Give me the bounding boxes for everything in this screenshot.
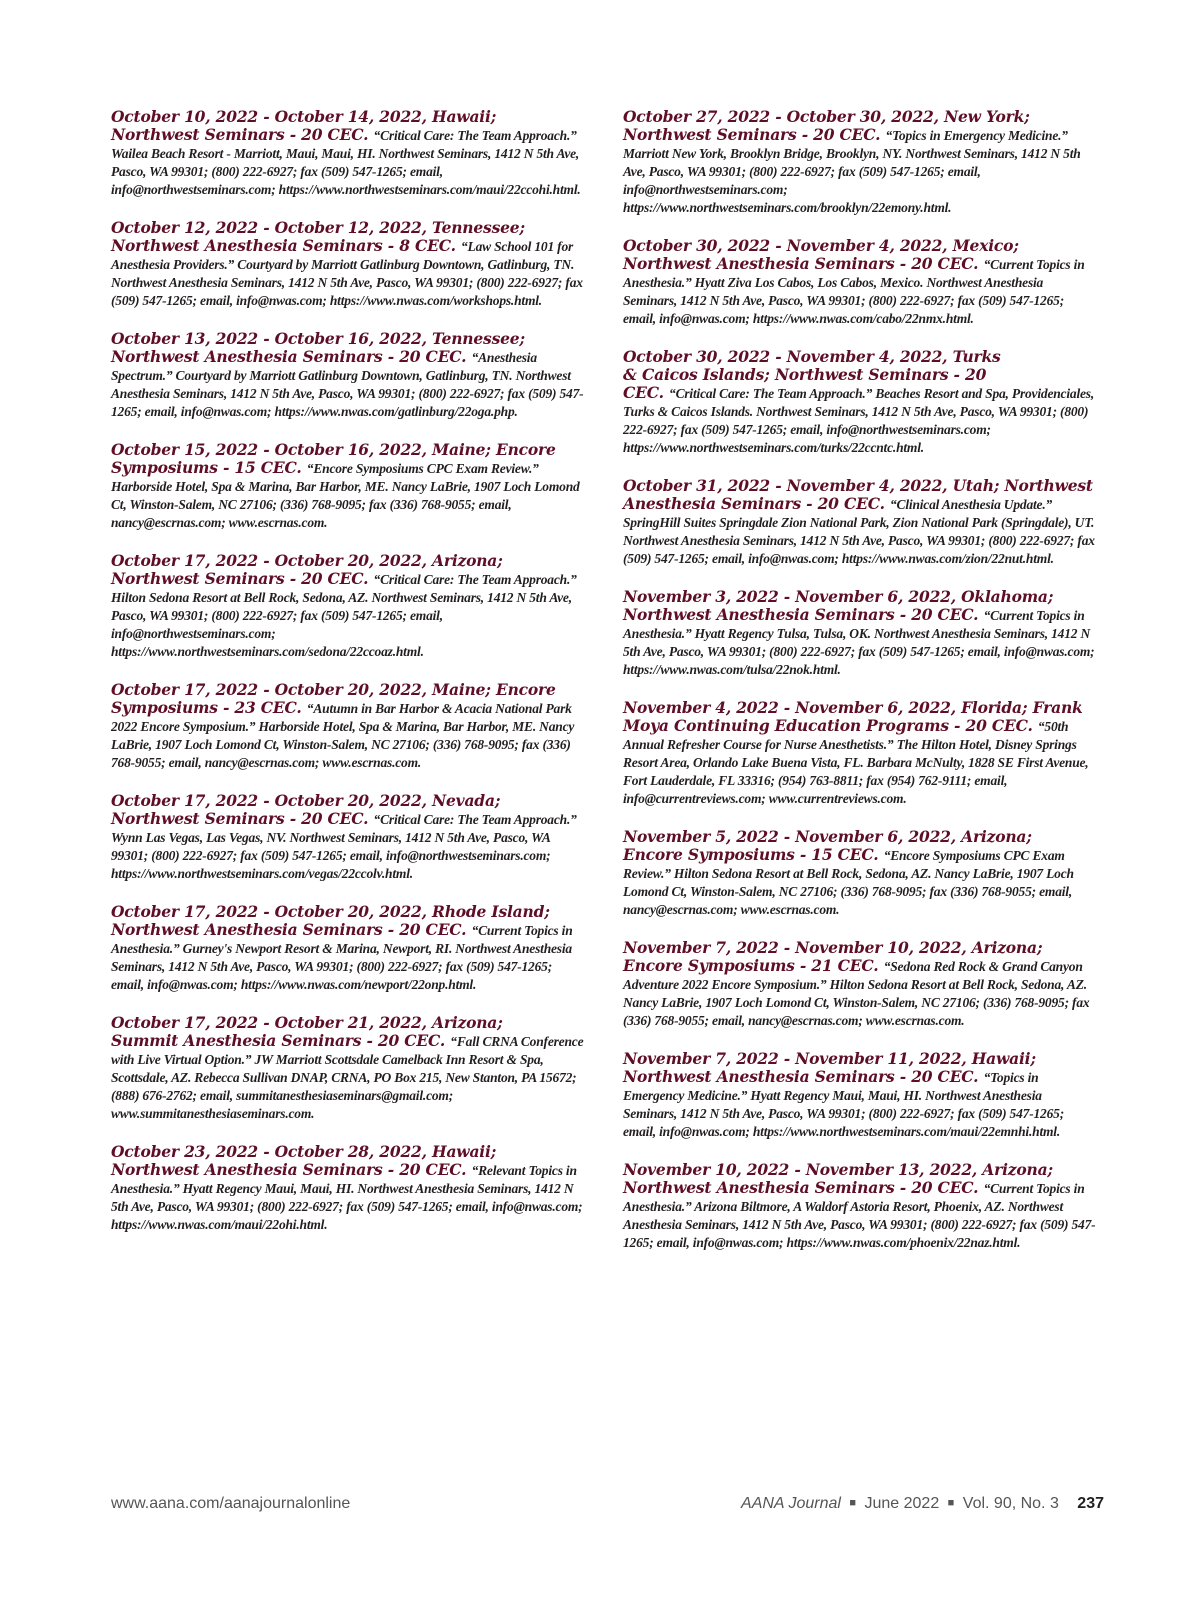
event-heading: October 17, 2022 - October 20, 2022, Maine; Encore Symposiums - 23 CEC. “Autumn in Bar Harbor & Acacia National Park 2022 Encore Symposium.” Harborside Hotel, Spa & Marina, Bar Harbor, ME. Nancy LaBrie, 1907 Loch Lomond Ct, Winston-Salem, NC 27106; (336) 768-9095; fax (336) 768-9055; email, nancy@escrnas.com; www.escrnas.com.	[111, 680, 575, 770]
event-description: “Encore Symposiums CPC Exam Review.” Hilton Sedona Resort at Bell Rock, Sedona, AZ. Nancy LaBrie, 1907 Loch Lomond Ct, Winston-Salem, NC 27106; (336) 768-9095; fax (336) 768-9055; email, nancy@escrnas.com; www.escrnas.com.	[623, 848, 1074, 917]
event-description: “Clinical Anesthesia Update.” SpringHill Suites Springdale Zion National Park, Zion National Park (Springdale), UT. Northwest Anesthesia Seminars, 1412 N 5th Ave, Pasco, WA 99301; (800) 222-6927; fax (509) 547-1265; email, info@nwas.com; https://www.nwas.com/zion/22nut.html.	[623, 497, 1095, 566]
event-listing	[623, 828, 1097, 918]
event-heading: October 23, 2022 - October 28, 2022, Hawaii; Northwest Anesthesia Seminars - 20 CEC. “Relevant Topics in Anesthesia.” Hyatt Regency Maui, Maui, HI. Northwest Anesthesia Seminars, 1412 N 5th Ave, Pasco, WA 99301; (800) 222-6927; fax (509) 547-1265; email, info@nwas.com; https://www.nwas.com/maui/22ohi.html.	[111, 1142, 583, 1232]
event-description: “Relevant Topics in Anesthesia.” Hyatt Regency Maui, Maui, HI. Northwest Anesthesia Seminars, 1412 N 5th Ave, Pasco, WA 99301; (800) 222-6927; fax (509) 547-1265; email, info@nwas.com; https://www.nwas.com/maui/22ohi.html.	[111, 1163, 583, 1232]
event-description: “50th Annual Refresher Course for Nurse Anesthetists.” The Hilton Hotel, Disney Springs Resort Area, Orlando Lake Buena Vista, FL. Barbara McNulty, 1828 SE First Avenue, Fort Lauderdale, FL 33316; (954) 763-8811; fax (954) 762-9111; email, info@currentreviews.com; www.currentreviews.com.	[623, 719, 1089, 806]
event-heading: October 17, 2022 - October 21, 2022, Arizona; Summit Anesthesia Seminars - 20 CEC. “Fall CRNA Conference with Live Virtual Option.” JW Marriott Scottsdale Camelback Inn Resort & Spa, Scottsdale, AZ. Rebecca Sullivan DNAP, CRNA, PO Box 215, New Stanton, PA 15672; (888) 676-2762; email, summitanesthesiaseminars@gmail.com; www.summitanesthesiaseminars.com.	[111, 1013, 584, 1121]
event-listing	[111, 219, 585, 309]
event-description: “Autumn in Bar Harbor & Acacia National Park 2022 Encore Symposium.” Harborside Hotel, Spa & Marina, Bar Harbor, ME. Nancy LaBrie, 1907 Loch Lomond Ct, Winston-Salem, NC 27106; (336) 768-9095; fax (336) 768-9055; email, nancy@escrnas.com; www.escrnas.com.	[111, 701, 575, 770]
event-description: “Current Topics in Anesthesia.” Arizona Biltmore, A Waldorf Astoria Resort, Phoenix, AZ. Northwest Anesthesia Seminars, 1412 N 5th Ave, Pasco, WA 99301; (800) 222-6927; fax (509) 547-1265; email, info@nwas.com; https://www.nwas.com/phoenix/22naz.html.	[623, 1181, 1096, 1250]
event-heading: November 7, 2022 - November 11, 2022, Hawaii; Northwest Anesthesia Seminars - 20 CEC. “Topics in Emergency Medicine.” Hyatt Regency Maui, Maui, HI. Northwest Anesthesia Seminars, 1412 N 5th Ave, Pasco, WA 99301; (800) 222-6927; fax (509) 547-1265; email, info@nwas.com; https://www.northwestseminars.com/maui/22emnhi.html.	[623, 1049, 1065, 1139]
event-description: “Current Topics in Anesthesia.” Hyatt Regency Tulsa, Tulsa, OK. Northwest Anesthesia Seminars, 1412 N 5th Ave, Pasco, WA 99301; (800) 222-6927; fax (509) 547-1265; email, info@nwas.com; https://www.nwas.com/tulsa/22nok.html.	[623, 608, 1095, 677]
event-listing	[623, 939, 1097, 1029]
event-description: “Current Topics in Anesthesia.” Gurney's Newport Resort & Marina, Newport, RI. Northwest Anesthesia Seminars, 1412 N 5th Ave, Pasco, WA 99301; (800) 222-6927; fax (509) 547-1265; email, info@nwas.com; https://www.nwas.com/newport/22onp.html.	[111, 923, 573, 992]
event-description: “Critical Care: The Team Approach.” Beaches Resort and Spa, Providenciales, Turks & Caicos Islands. Northwest Seminars, 1412 N 5th Ave, Pasco, WA 99301; (800) 222-6927; fax (509) 547-1265; email, info@northwestseminars.com; https://www.northwestseminars.com/turks/22ccntc.html.	[623, 386, 1095, 455]
event-heading: October 31, 2022 - November 4, 2022, Utah; Northwest Anesthesia Seminars - 20 CEC. “Clinical Anesthesia Update.” SpringHill Suites Springdale Zion National Park, Zion National Park (Springdale), UT. Northwest Anesthesia Seminars, 1412 N 5th Ave, Pasco, WA 99301; (800) 222-6927; fax (509) 547-1265; email, info@nwas.com; https://www.nwas.com/zion/22nut.html.	[623, 476, 1095, 566]
event-heading: October 10, 2022 - October 14, 2022, Hawaii; Northwest Seminars - 20 CEC. “Critical Care: The Team Approach.” Wailea Beach Resort - Marriott, Maui, Maui, HI. Northwest Seminars, 1412 N 5th Ave, Pasco, WA 99301; (800) 222-6927; fax (509) 547-1265; email, info@northwestseminars.com; https://www.northwestseminars.com/maui/22ccohi.html.	[111, 107, 581, 197]
event-description: “Fall CRNA Conference with Live Virtual Option.” JW Marriott Scottsdale Camelback Inn Resort & Spa, Scottsdale, AZ. Rebecca Sullivan DNAP, CRNA, PO Box 215, New Stanton, PA 15672; (888) 676-2762; email, summitanesthesiaseminars@gmail.com; www.summitanesthesiaseminars.com.	[111, 1034, 584, 1121]
event-description: “Encore Symposiums CPC Exam Review.” Harborside Hotel, Spa & Marina, Bar Harbor, ME. Nancy LaBrie, 1907 Loch Lomond Ct, Winston-Salem, NC 27106; (336) 768-9095; fax (336) 768-9055; email, nancy@escrnas.com; www.escrnas.com.	[111, 461, 580, 530]
issue-date: June 2022	[864, 1495, 940, 1512]
footer-url[interactable]: www.aana.com/aanajournalonline	[111, 1495, 351, 1512]
event-heading: October 12, 2022 - October 12, 2022, Tennessee; Northwest Anesthesia Seminars - 8 CEC. “Law School 101 for Anesthesia Providers.” Courtyard by Marriott Gatlinburg Downtown, Gatlinburg, TN. Northwest Anesthesia Seminars, 1412 N 5th Ave, Pasco, WA 99301; (800) 222-6927; fax (509) 547-1265; email, info@nwas.com; https://www.nwas.com/workshops.html.	[111, 218, 583, 308]
event-description: “Law School 101 for Anesthesia Providers.” Courtyard by Marriott Gatlinburg Downtown, Gatlinburg, TN. Northwest Anesthesia Seminars, 1412 N 5th Ave, Pasco, WA 99301; (800) 222-6927; fax (509) 547-1265; email, info@nwas.com; https://www.nwas.com/workshops.html.	[111, 239, 583, 308]
event-listing	[623, 348, 1097, 456]
journal-name: AANA Journal	[741, 1495, 841, 1512]
event-listing	[111, 330, 585, 420]
event-listing	[623, 1161, 1097, 1251]
event-heading: October 27, 2022 - October 30, 2022, New York; Northwest Seminars - 20 CEC. “Topics in Emergency Medicine.” Marriott New York, Brooklyn Bridge, Brooklyn, NY. Northwest Seminars, 1412 N 5th Ave, Pasco, WA 99301; (800) 222-6927; fax (509) 547-1265; email, info@northwestseminars.com; https://www.northwestseminars.com/brooklyn/22emony.html.	[623, 107, 1081, 215]
event-listing	[111, 552, 585, 660]
event-description: “Topics in Emergency Medicine.” Marriott New York, Brooklyn Bridge, Brooklyn, NY. Northwest Seminars, 1412 N 5th Ave, Pasco, WA 99301; (800) 222-6927; fax (509) 547-1265; email, info@northwestseminars.com; https://www.northwestseminars.com/brooklyn/22emony.html.	[623, 128, 1081, 215]
page-footer	[111, 1495, 1104, 1517]
event-listing	[623, 588, 1097, 678]
event-description: “Critical Care: The Team Approach.” Wynn Las Vegas, Las Vegas, NV. Northwest Seminars, 1412 N 5th Ave, Pasco, WA 99301; (800) 222-6927; fax (509) 547-1265; email, info@northwestseminars.com; https://www.northwestseminars.com/vegas/22ccolv.html.	[111, 812, 577, 881]
event-listing	[623, 1050, 1097, 1140]
event-listing	[623, 108, 1097, 216]
event-listing	[111, 441, 585, 531]
event-heading: October 30, 2022 - November 4, 2022, Mexico; Northwest Anesthesia Seminars - 20 CEC. “Current Topics in Anesthesia.” Hyatt Ziva Los Cabos, Los Cabos, Mexico. Northwest Anesthesia Seminars, 1412 N 5th Ave, Pasco, WA 99301; (800) 222-6927; fax (509) 547-1265; email, info@nwas.com; https://www.nwas.com/cabo/22nmx.html.	[623, 236, 1085, 326]
left-column	[111, 108, 585, 1254]
bullet-separator: ■	[947, 1497, 955, 1509]
event-description: “Critical Care: The Team Approach.” Wailea Beach Resort - Marriott, Maui, Maui, HI. Northwest Seminars, 1412 N 5th Ave, Pasco, WA 99301; (800) 222-6927; fax (509) 547-1265; email, info@northwestseminars.com; https://www.northwestseminars.com/maui/22ccohi.html.	[111, 128, 581, 197]
event-description: “Current Topics in Anesthesia.” Hyatt Ziva Los Cabos, Los Cabos, Mexico. Northwest Anesthesia Seminars, 1412 N 5th Ave, Pasco, WA 99301; (800) 222-6927; fax (509) 547-1265; email, info@nwas.com; https://www.nwas.com/cabo/22nmx.html.	[623, 257, 1085, 326]
event-heading: October 17, 2022 - October 20, 2022, Arizona; Northwest Seminars - 20 CEC. “Critical Care: The Team Approach.” Hilton Sedona Resort at Bell Rock, Sedona, AZ. Northwest Seminars, 1412 N 5th Ave, Pasco, WA 99301; (800) 222-6927; fax (509) 547-1265; email, info@northwestseminars.com; https://www.northwestseminars.com/sedona/22ccoaz.html.	[111, 551, 577, 659]
event-heading: November 5, 2022 - November 6, 2022, Arizona; Encore Symposiums - 15 CEC. “Encore Symposiums CPC Exam Review.” Hilton Sedona Resort at Bell Rock, Sedona, AZ. Nancy LaBrie, 1907 Loch Lomond Ct, Winston-Salem, NC 27106; (336) 768-9095; fax (336) 768-9055; email, nancy@escrnas.com; www.escrnas.com.	[623, 827, 1074, 917]
event-heading: October 30, 2022 - November 4, 2022, Turks & Caicos Islands; Northwest Seminars - 20 CEC. “Critical Care: The Team Approach.” Beaches Resort and Spa, Providenciales, Turks & Caicos Islands. Northwest Seminars, 1412 N 5th Ave, Pasco, WA 99301; (800) 222-6927; fax (509) 547-1265; email, info@northwestseminars.com; https://www.northwestseminars.com/turks/22ccntc.html.	[623, 347, 1095, 455]
event-listing	[623, 477, 1097, 567]
event-heading: November 4, 2022 - November 6, 2022, Florida; Frank Moya Continuing Education Programs - 20 CEC. “50th Annual Refresher Course for Nurse Anesthetists.” The Hilton Hotel, Disney Springs Resort Area, Orlando Lake Buena Vista, FL. Barbara McNulty, 1828 SE First Avenue, Fort Lauderdale, FL 33316; (954) 763-8811; fax (954) 762-9111; email, info@currentreviews.com; www.currentreviews.com.	[623, 698, 1089, 806]
bullet-separator: ■	[849, 1497, 857, 1509]
page-number: 237	[1077, 1495, 1104, 1512]
issue-volume: Vol. 90, No. 3	[962, 1495, 1059, 1512]
event-listing	[111, 108, 585, 198]
event-description: “Sedona Red Rock & Grand Canyon Adventure 2022 Encore Symposium.” Hilton Sedona Resort at Bell Rock, Sedona, AZ. Nancy LaBrie, 1907 Loch Lomond Ct, Winston-Salem, NC 27106; (336) 768-9095; fax (336) 768-9055; email, nancy@escrnas.com; www.escrnas.com.	[623, 959, 1090, 1028]
event-heading: November 10, 2022 - November 13, 2022, Arizona; Northwest Anesthesia Seminars - 20 CEC. “Current Topics in Anesthesia.” Arizona Biltmore, A Waldorf Astoria Resort, Phoenix, AZ. Northwest Anesthesia Seminars, 1412 N 5th Ave, Pasco, WA 99301; (800) 222-6927; fax (509) 547-1265; email, info@nwas.com; https://www.nwas.com/phoenix/22naz.html.	[623, 1160, 1096, 1250]
right-column	[623, 108, 1097, 1272]
event-listing	[623, 237, 1097, 327]
event-description: “Critical Care: The Team Approach.” Hilton Sedona Resort at Bell Rock, Sedona, AZ. Northwest Seminars, 1412 N 5th Ave, Pasco, WA 99301; (800) 222-6927; fax (509) 547-1265; email, info@northwestseminars.com; https://www.northwestseminars.com/sedona/22ccoaz.html.	[111, 572, 577, 659]
event-listing	[623, 699, 1097, 807]
event-listing	[111, 1143, 585, 1233]
event-heading: October 17, 2022 - October 20, 2022, Rhode Island; Northwest Anesthesia Seminars - 20 CEC. “Current Topics in Anesthesia.” Gurney's Newport Resort & Marina, Newport, RI. Northwest Anesthesia Seminars, 1412 N 5th Ave, Pasco, WA 99301; (800) 222-6927; fax (509) 547-1265; email, info@nwas.com; https://www.nwas.com/newport/22onp.html.	[111, 902, 573, 992]
event-heading: October 15, 2022 - October 16, 2022, Maine; Encore Symposiums - 15 CEC. “Encore Symposiums CPC Exam Review.” Harborside Hotel, Spa & Marina, Bar Harbor, ME. Nancy LaBrie, 1907 Loch Lomond Ct, Winston-Salem, NC 27106; (336) 768-9095; fax (336) 768-9055; email, nancy@escrnas.com; www.escrnas.com.	[111, 440, 580, 530]
event-listing	[111, 792, 585, 882]
event-heading: October 17, 2022 - October 20, 2022, Nevada; Northwest Seminars - 20 CEC. “Critical Care: The Team Approach.” Wynn Las Vegas, Las Vegas, NV. Northwest Seminars, 1412 N 5th Ave, Pasco, WA 99301; (800) 222-6927; fax (509) 547-1265; email, info@northwestseminars.com; https://www.northwestseminars.com/vegas/22ccolv.html.	[111, 791, 577, 881]
event-listing	[111, 1014, 585, 1122]
event-heading: November 7, 2022 - November 10, 2022, Arizona; Encore Symposiums - 21 CEC. “Sedona Red Rock & Grand Canyon Adventure 2022 Encore Symposium.” Hilton Sedona Resort at Bell Rock, Sedona, AZ. Nancy LaBrie, 1907 Loch Lomond Ct, Winston-Salem, NC 27106; (336) 768-9095; fax (336) 768-9055; email, nancy@escrnas.com; www.escrnas.com.	[623, 938, 1090, 1028]
event-listing	[111, 681, 585, 771]
event-description: “Topics in Emergency Medicine.” Hyatt Regency Maui, Maui, HI. Northwest Anesthesia Seminars, 1412 N 5th Ave, Pasco, WA 99301; (800) 222-6927; fax (509) 547-1265; email, info@nwas.com; https://www.northwestseminars.com/maui/22emnhi.html.	[623, 1070, 1065, 1139]
footer-citation	[741, 1495, 1104, 1513]
event-listing	[111, 903, 585, 993]
event-heading: October 13, 2022 - October 16, 2022, Tennessee; Northwest Anesthesia Seminars - 20 CEC. “Anesthesia Spectrum.” Courtyard by Marriott Gatlinburg Downtown, Gatlinburg, TN. Northwest Anesthesia Seminars, 1412 N 5th Ave, Pasco, WA 99301; (800) 222-6927; fax (509) 547-1265; email, info@nwas.com; https://www.nwas.com/gatlinburg/22oga.php.	[111, 329, 584, 419]
event-description: “Anesthesia Spectrum.” Courtyard by Marriott Gatlinburg Downtown, Gatlinburg, TN. Northwest Anesthesia Seminars, 1412 N 5th Ave, Pasco, WA 99301; (800) 222-6927; fax (509) 547-1265; email, info@nwas.com; https://www.nwas.com/gatlinburg/22oga.php.	[111, 350, 584, 419]
event-heading: November 3, 2022 - November 6, 2022, Oklahoma; Northwest Anesthesia Seminars - 20 CEC. “Current Topics in Anesthesia.” Hyatt Regency Tulsa, Tulsa, OK. Northwest Anesthesia Seminars, 1412 N 5th Ave, Pasco, WA 99301; (800) 222-6927; fax (509) 547-1265; email, info@nwas.com; https://www.nwas.com/tulsa/22nok.html.	[623, 587, 1095, 677]
